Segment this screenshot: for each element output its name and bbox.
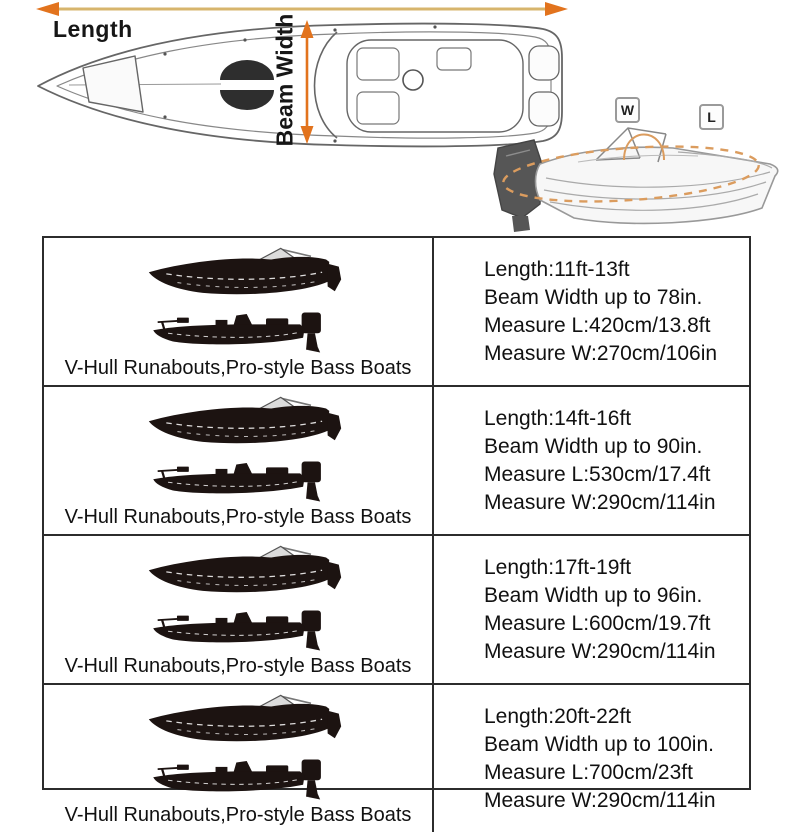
boat-types-caption: V-Hull Runabouts,Pro-style Bass Boats [64, 655, 412, 677]
length-arrow [36, 2, 568, 16]
cover-width-badge: W [615, 97, 640, 123]
bass-boat-silhouette [124, 609, 362, 655]
beam-width-label: Beam Width [271, 13, 298, 147]
spec-length-range: Length:11ft-13ft [484, 257, 630, 281]
cover-length-badge: L [699, 104, 724, 130]
size-row-4 [44, 683, 749, 832]
runabout-silhouette [117, 693, 373, 755]
spec-measure-width: Measure W:270cm/106in [484, 341, 718, 365]
spec-beam-width: Beam Width up to 78in. [484, 285, 703, 309]
boat-types-caption: V-Hull Runabouts,Pro-style Bass Boats [64, 804, 412, 826]
spec-measure-length: Measure L:420cm/13.8ft [484, 313, 711, 337]
specs-cell [434, 536, 749, 683]
covered-boat-sketch [494, 128, 778, 232]
spec-beam-width: Beam Width up to 96in. [484, 583, 703, 607]
size-row-1 [44, 238, 749, 385]
measurement-diagram [0, 0, 800, 236]
specs-cell [434, 685, 749, 832]
bass-boat-silhouette [124, 758, 362, 804]
runabout-silhouette [117, 395, 373, 457]
spec-measure-width: Measure W:290cm/114in [484, 788, 716, 812]
spec-measure-length: Measure L:700cm/23ft [484, 760, 693, 784]
spec-measure-width: Measure W:290cm/114in [484, 639, 716, 663]
runabout-silhouette [117, 544, 373, 606]
spec-length-range: Length:17ft-19ft [484, 555, 632, 579]
boat-types-caption: V-Hull Runabouts,Pro-style Bass Boats [64, 357, 412, 379]
boat-types-cell [44, 685, 434, 832]
runabout-silhouette [117, 246, 373, 308]
bass-boat-silhouette [124, 311, 362, 357]
specs-cell [434, 238, 749, 385]
size-row-3 [44, 534, 749, 683]
spec-beam-width: Beam Width up to 100in. [484, 732, 714, 756]
boat-types-caption: V-Hull Runabouts,Pro-style Bass Boats [64, 506, 412, 528]
specs-cell [434, 387, 749, 534]
spec-measure-length: Measure L:530cm/17.4ft [484, 462, 711, 486]
spec-length-range: Length:14ft-16ft [484, 406, 632, 430]
spec-measure-width: Measure W:290cm/114in [484, 490, 716, 514]
boat-types-cell [44, 387, 434, 534]
spec-beam-width: Beam Width up to 90in. [484, 434, 703, 458]
boat-types-cell [44, 238, 434, 385]
spec-length-range: Length:20ft-22ft [484, 704, 632, 728]
spec-measure-length: Measure L:600cm/19.7ft [484, 611, 711, 635]
bass-boat-silhouette [124, 460, 362, 506]
size-table [42, 236, 751, 826]
boat-types-cell [44, 536, 434, 683]
length-label: Length [53, 16, 133, 42]
size-row-2 [44, 385, 749, 534]
